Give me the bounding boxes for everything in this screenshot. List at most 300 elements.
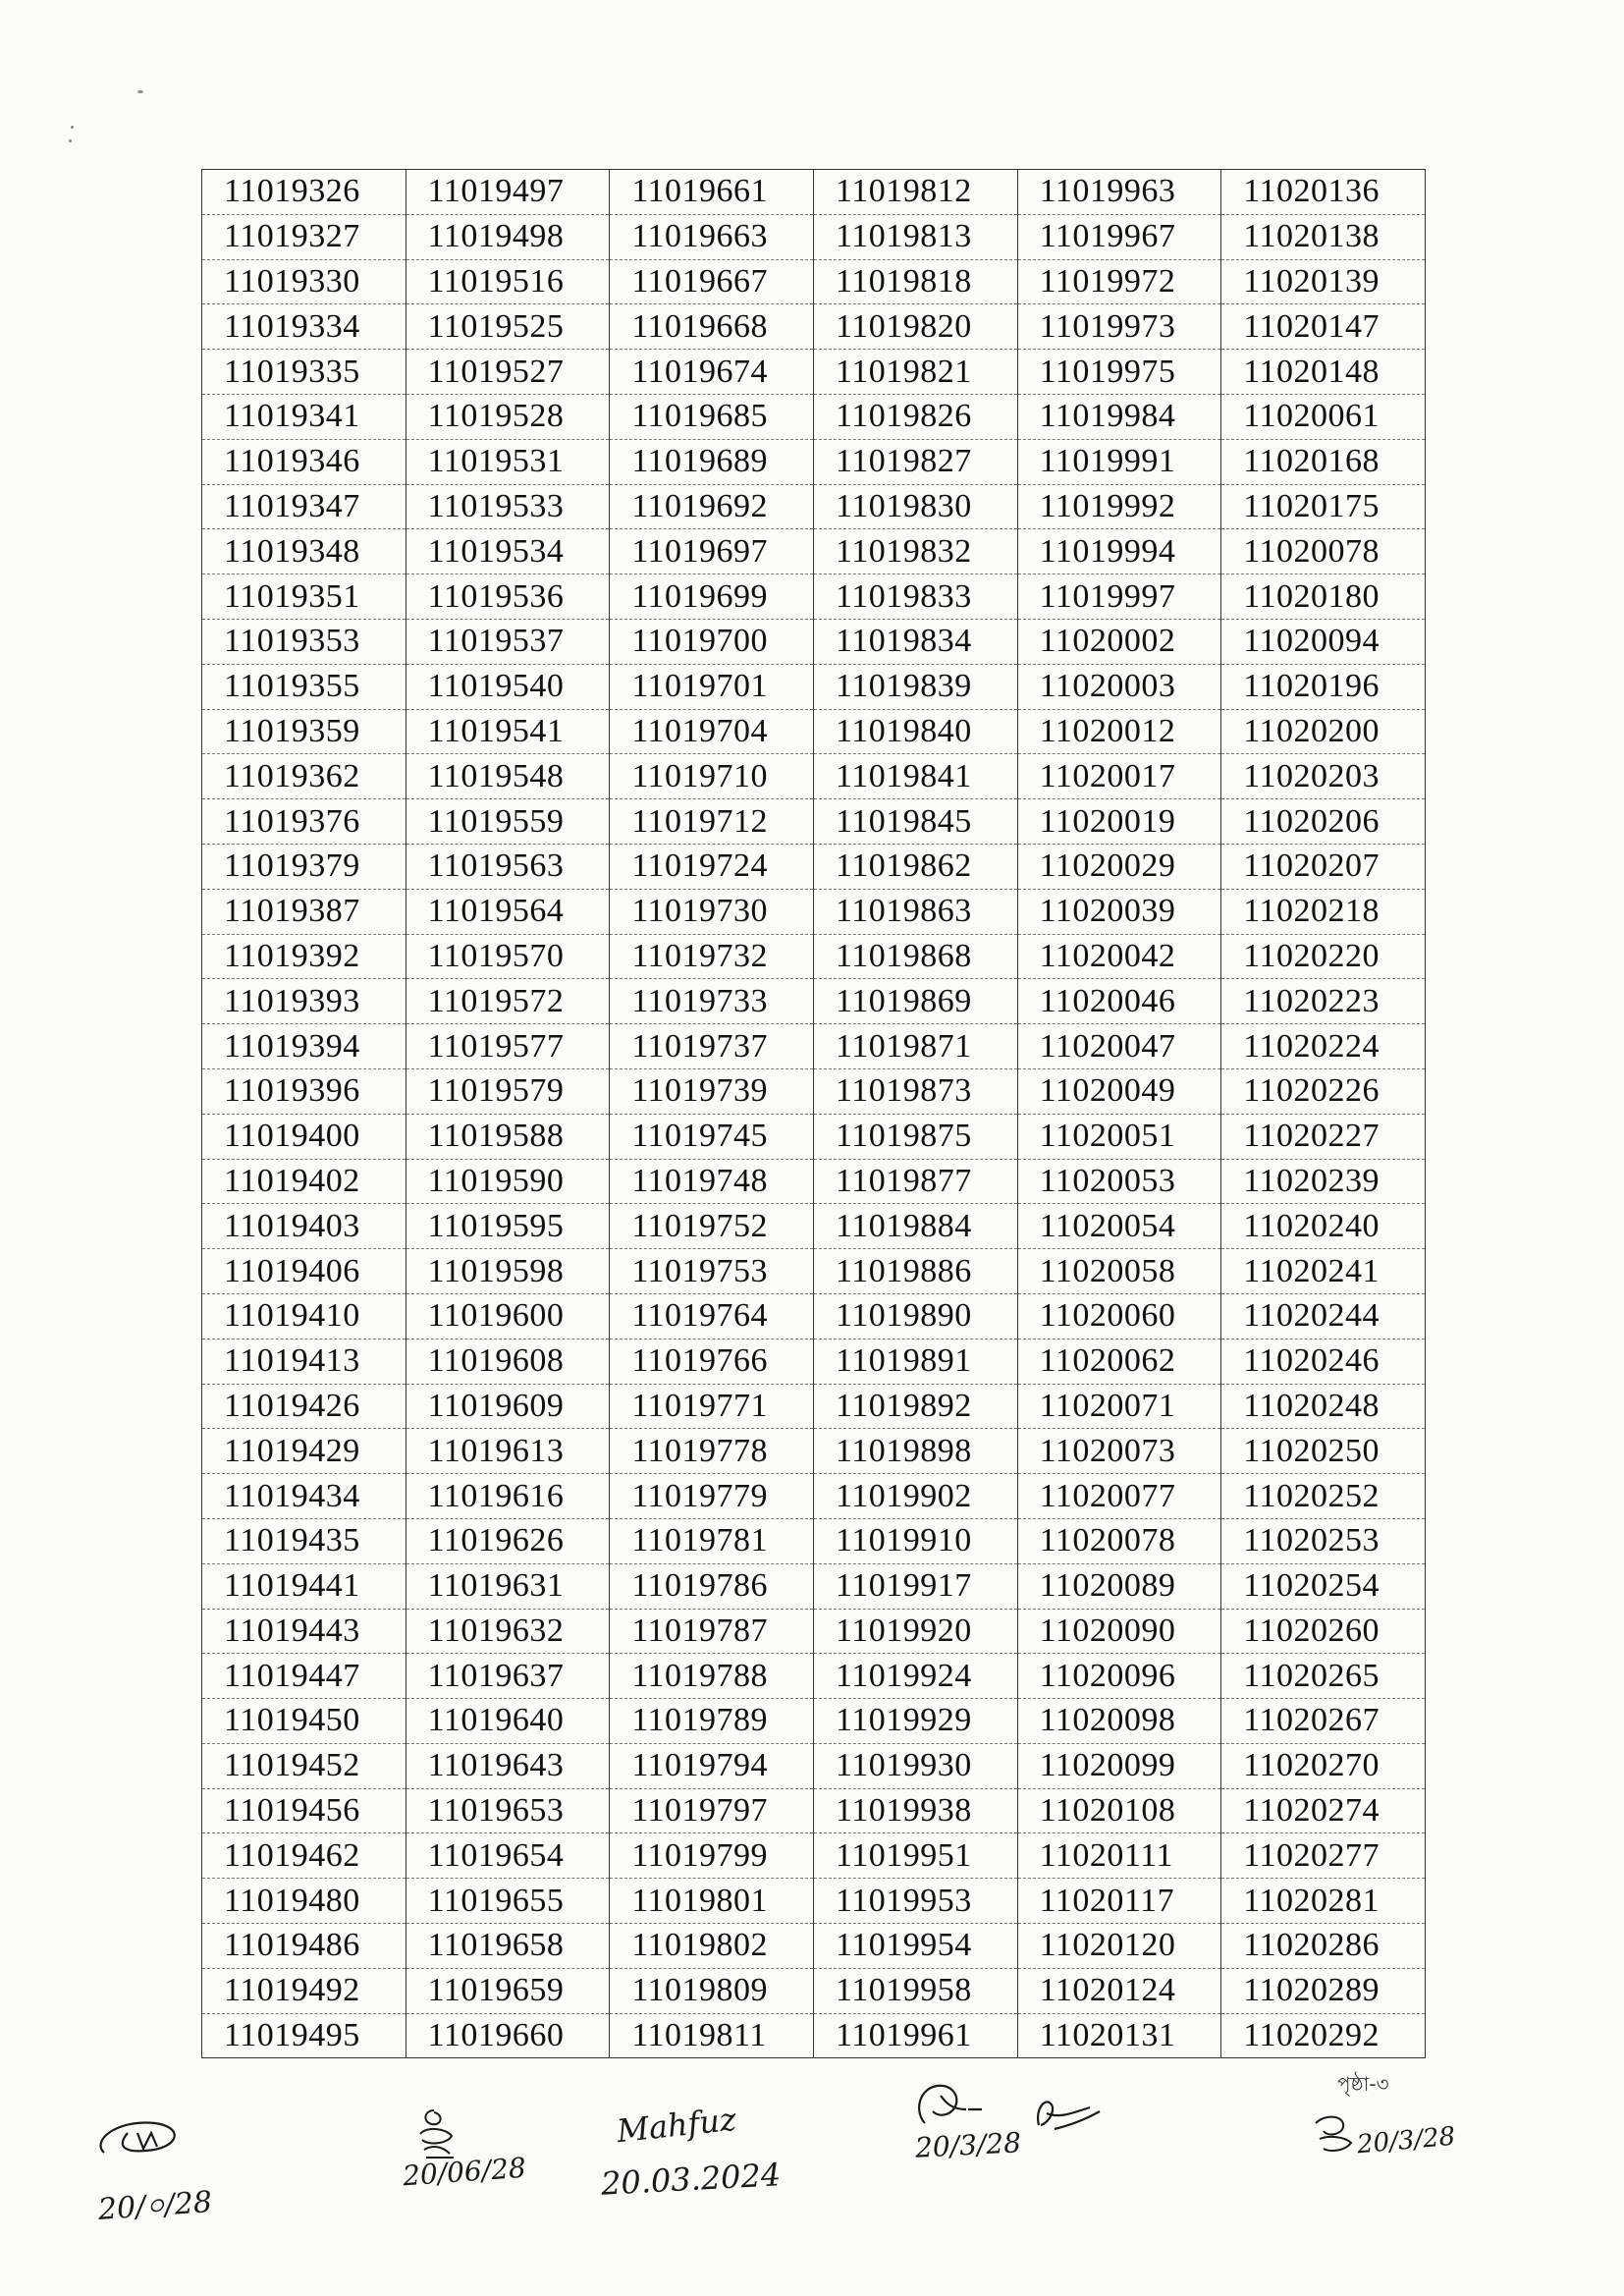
roll-number-cell: 11019801 [610,1879,814,1924]
roll-number-cell: 11019394 [202,1024,406,1069]
roll-number-cell: 11019353 [202,619,406,664]
roll-number-cell: 11020078 [1017,1518,1221,1563]
roll-number-cell: 11020277 [1221,1833,1426,1879]
roll-number-cell: 11019929 [813,1699,1017,1744]
roll-number-cell: 11019809 [610,1968,814,2013]
roll-number-cell: 11019531 [406,439,610,484]
roll-number-cell: 11020180 [1221,574,1426,620]
table-row [202,1654,1426,1699]
roll-number-cell: 11019600 [406,1293,610,1339]
roll-number-cell: 11019406 [202,1249,406,1294]
roll-number-cell: 11019403 [202,1204,406,1249]
scan-speck [137,90,143,93]
roll-number-cell: 11019537 [406,619,610,664]
roll-number-cell: 11019661 [610,170,814,215]
table-row [202,664,1426,709]
roll-number-cell: 11019884 [813,1204,1017,1249]
roll-number-cell: 11020073 [1017,1429,1221,1474]
roll-number-cell: 11020270 [1221,1743,1426,1788]
signature-5 [1031,2090,1110,2139]
table-row [202,1429,1426,1474]
roll-number-cell: 11019443 [202,1609,406,1654]
roll-number-cell: 11019626 [406,1518,610,1563]
roll-number-cell: 11019536 [406,574,610,620]
table-row [202,1474,1426,1519]
roll-number-cell: 11020227 [1221,1114,1426,1159]
roll-number-cell: 11020281 [1221,1879,1426,1924]
signature-3-date: 20.03.2024 [600,2156,783,2203]
table-row [202,1114,1426,1159]
roll-number-cell: 11019967 [1017,214,1221,259]
roll-number-cell: 11019869 [813,979,1017,1024]
table-row [202,1159,1426,1204]
roll-number-cell: 11019794 [610,1743,814,1788]
roll-number-cell: 11019533 [406,484,610,529]
roll-number-cell: 11019892 [813,1384,1017,1429]
roll-number-cell: 11019771 [610,1384,814,1429]
roll-number-cell: 11019799 [610,1833,814,1879]
roll-number-cell: 11019492 [202,1968,406,2013]
roll-number-cell: 11019498 [406,214,610,259]
roll-number-cell: 11019326 [202,170,406,215]
roll-number-cell: 11020053 [1017,1159,1221,1204]
roll-number-cell: 11020094 [1221,619,1426,664]
roll-number-cell: 11019660 [406,2013,610,2058]
roll-number-cell: 11019413 [202,1339,406,1384]
table-row [202,304,1426,350]
table-row [202,934,1426,979]
roll-number-cell: 11020223 [1221,979,1426,1024]
roll-number-cell: 11020077 [1017,1474,1221,1519]
roll-number-cell: 11020111 [1017,1833,1221,1879]
roll-number-cell: 11020139 [1221,259,1426,304]
roll-number-cell: 11020054 [1017,1204,1221,1249]
roll-number-cell: 11020289 [1221,1968,1426,2013]
page-number: পৃষ্ঠা-৩ [1337,2072,1389,2096]
roll-number-cell: 11019402 [202,1159,406,1204]
table-row [202,619,1426,664]
roll-number-cell: 11019745 [610,1114,814,1159]
roll-number-cell: 11020147 [1221,304,1426,350]
roll-number-cell: 11020206 [1221,799,1426,845]
roll-number-cell: 11020226 [1221,1068,1426,1114]
roll-number-cell: 11019834 [813,619,1017,664]
roll-number-cell: 11019898 [813,1429,1017,1474]
roll-number-cell: 11019441 [202,1563,406,1609]
roll-number-cell: 11019355 [202,664,406,709]
roll-number-cell: 11019435 [202,1518,406,1563]
roll-number-cell: 11020292 [1221,2013,1426,2058]
table-row [202,1204,1426,1249]
roll-number-cell: 11020200 [1221,709,1426,754]
roll-number-cell: 11019972 [1017,259,1221,304]
roll-number-cell: 11020239 [1221,1159,1426,1204]
roll-number-cell: 11019961 [813,2013,1017,2058]
roll-number-cell: 11019334 [202,304,406,350]
roll-number-cell: 11019954 [813,1924,1017,1969]
roll-number-cell: 11019668 [610,304,814,350]
roll-number-cell: 11020019 [1017,799,1221,845]
roll-number-cell: 11020017 [1017,754,1221,799]
roll-number-cell: 11019654 [406,1833,610,1879]
roll-number-cell: 11019643 [406,1743,610,1788]
roll-number-cell: 11020241 [1221,1249,1426,1294]
roll-number-cell: 11020099 [1017,1743,1221,1788]
roll-number-cell: 11019820 [813,304,1017,350]
table-row [202,889,1426,934]
roll-number-cell: 11020175 [1221,484,1426,529]
table-row [202,1609,1426,1654]
roll-number-cell: 11019534 [406,529,610,574]
table-row [202,754,1426,799]
roll-number-cell: 11019692 [610,484,814,529]
roll-number-cell: 11019631 [406,1563,610,1609]
roll-number-cell: 11019637 [406,1654,610,1699]
roll-number-cell: 11019704 [610,709,814,754]
table-row [202,799,1426,845]
roll-number-cell: 11019613 [406,1429,610,1474]
roll-number-cell: 11020012 [1017,709,1221,754]
roll-number-cell: 11019802 [610,1924,814,1969]
roll-number-cell: 11020002 [1017,619,1221,664]
roll-number-cell: 11019813 [813,214,1017,259]
roll-number-cell: 11019826 [813,394,1017,439]
roll-number-cell: 11019396 [202,1068,406,1114]
roll-number-cell: 11019590 [406,1159,610,1204]
roll-number-cell: 11019663 [610,214,814,259]
roll-number-cell: 11019766 [610,1339,814,1384]
roll-number-cell: 11019845 [813,799,1017,845]
roll-number-cell: 11019875 [813,1114,1017,1159]
roll-number-cell: 11019674 [610,350,814,395]
roll-number-cell: 11020250 [1221,1429,1426,1474]
roll-number-cell: 11019724 [610,844,814,889]
roll-number-cell: 11019608 [406,1339,610,1384]
roll-number-cell: 11019335 [202,350,406,395]
roll-number-cell: 11020286 [1221,1924,1426,1969]
roll-number-cell: 11019330 [202,259,406,304]
roll-number-cell: 11019563 [406,844,610,889]
roll-number-cell: 11019426 [202,1384,406,1429]
roll-number-cell: 11019658 [406,1924,610,1969]
roll-number-cell: 11020254 [1221,1563,1426,1609]
roll-number-cell: 11019595 [406,1204,610,1249]
roll-number-cell: 11019387 [202,889,406,934]
roll-number-cell: 11019733 [610,979,814,1024]
roll-number-cell: 11019392 [202,934,406,979]
roll-number-cell: 11019346 [202,439,406,484]
signature-1 [86,2111,244,2165]
roll-number-cell: 11020096 [1017,1654,1221,1699]
roll-number-cell: 11020265 [1221,1654,1426,1699]
roll-number-cell: 11019832 [813,529,1017,574]
roll-number-cell: 11019609 [406,1384,610,1429]
roll-number-cell: 11019739 [610,1068,814,1114]
roll-number-cell: 11019953 [813,1879,1017,1924]
roll-number-cell: 11020240 [1221,1204,1426,1249]
roll-number-cell: 11019497 [406,170,610,215]
table-row [202,529,1426,574]
roll-number-cell: 11019732 [610,934,814,979]
roll-number-cell: 11019456 [202,1788,406,1833]
roll-number-cell: 11019748 [610,1159,814,1204]
scan-speck [69,139,72,142]
roll-number-cell: 11019447 [202,1654,406,1699]
signature-1-date: 20/০/28 [96,2184,214,2228]
roll-number-cell: 11019598 [406,1249,610,1294]
roll-number-cell: 11019667 [610,259,814,304]
roll-number-cell: 11019410 [202,1293,406,1339]
roll-number-cell: 11019958 [813,1968,1017,2013]
signature-2-date: 20/06/28 [402,2151,527,2193]
roll-number-cell: 11019516 [406,259,610,304]
roll-number-cell: 11019495 [202,2013,406,2058]
roll-number-cell: 11019737 [610,1024,814,1069]
roll-number-cell: 11019902 [813,1474,1017,1519]
roll-number-cell: 11020246 [1221,1339,1426,1384]
roll-number-cell: 11019930 [813,1743,1017,1788]
table-row [202,1293,1426,1339]
table-row [202,1384,1426,1429]
roll-number-cell: 11020136 [1221,170,1426,215]
roll-number-cell: 11020049 [1017,1068,1221,1114]
roll-number-cell: 11020253 [1221,1518,1426,1563]
roll-number-cell: 11020046 [1017,979,1221,1024]
roll-number-cell: 11019910 [813,1518,1017,1563]
signature-6-date: 20/3/28 [1355,2121,1457,2160]
roll-number-cell: 11020224 [1221,1024,1426,1069]
roll-number-cell: 11019994 [1017,529,1221,574]
table-row [202,484,1426,529]
roll-number-cell: 11020039 [1017,889,1221,934]
roll-number-cell: 11019862 [813,844,1017,889]
roll-number-cell: 11019797 [610,1788,814,1833]
roll-number-cell: 11019347 [202,484,406,529]
table-row [202,1518,1426,1563]
table-row [202,1068,1426,1114]
roll-number-cell: 11020131 [1017,2013,1221,2058]
roll-number-cell: 11019938 [813,1788,1017,1833]
roll-number-cell: 11020062 [1017,1339,1221,1384]
roll-number-cell: 11019920 [813,1609,1017,1654]
roll-number-cell: 11019891 [813,1339,1017,1384]
roll-number-cell: 11020042 [1017,934,1221,979]
roll-number-cell: 11019868 [813,934,1017,979]
roll-number-cell: 11019789 [610,1699,814,1744]
table-row [202,1833,1426,1879]
table-row [202,170,1426,215]
roll-number-cell: 11020071 [1017,1384,1221,1429]
table-row [202,1879,1426,1924]
roll-number-cell: 11020124 [1017,1968,1221,2013]
roll-number-cell: 11019730 [610,889,814,934]
roll-number-cell: 11019890 [813,1293,1017,1339]
signature-1-mark [86,2111,244,2165]
roll-number-cell: 11020003 [1017,664,1221,709]
roll-number-cell: 11019659 [406,1968,610,2013]
roll-number-cell: 11019863 [813,889,1017,934]
roll-number-cell: 11019540 [406,664,610,709]
signature-4-date: 20/3/28 [914,2126,1022,2164]
roll-number-cell: 11019527 [406,350,610,395]
scan-speck [71,126,74,129]
roll-number-cell: 11019764 [610,1293,814,1339]
roll-number-cell: 11019840 [813,709,1017,754]
roll-number-cell: 11019701 [610,664,814,709]
roll-number-cell: 11020029 [1017,844,1221,889]
roll-number-cell: 11019393 [202,979,406,1024]
roll-number-cell: 11019362 [202,754,406,799]
roll-number-cell: 11019871 [813,1024,1017,1069]
roll-number-cell: 11019781 [610,1518,814,1563]
roll-number-cell: 11020060 [1017,1293,1221,1339]
table-row [202,844,1426,889]
roll-number-cell: 11020061 [1221,394,1426,439]
table-row [202,1968,1426,2013]
roll-number-cell: 11019975 [1017,350,1221,395]
signature-5-mark [1031,2090,1110,2139]
roll-number-cell: 11019924 [813,1654,1017,1699]
table-row [202,214,1426,259]
table-row [202,574,1426,620]
roll-number-cell: 11020098 [1017,1699,1221,1744]
roll-number-cell: 11019699 [610,574,814,620]
roll-number-cell: 11019710 [610,754,814,799]
roll-number-cell: 11020274 [1221,1788,1426,1833]
roll-number-cell: 11019541 [406,709,610,754]
roll-number-cell: 11019579 [406,1068,610,1114]
table-row [202,1024,1426,1069]
roll-number-cell: 11019786 [610,1563,814,1609]
roll-number-table [201,169,1426,2058]
roll-number-cell: 11019689 [610,439,814,484]
table-row [202,394,1426,439]
roll-number-cell: 11019525 [406,304,610,350]
roll-number-cell: 11019821 [813,350,1017,395]
roll-number-cell: 11020168 [1221,439,1426,484]
roll-number-cell: 11020058 [1017,1249,1221,1294]
roll-number-cell: 11020120 [1017,1924,1221,1969]
roll-number-cell: 11019787 [610,1609,814,1654]
roll-number-cell: 11019752 [610,1204,814,1249]
roll-number-cell: 11020207 [1221,844,1426,889]
roll-number-cell: 11020267 [1221,1699,1426,1744]
roll-number-cell: 11019359 [202,709,406,754]
roll-number-cell: 11019486 [202,1924,406,1969]
roll-number-cell: 11019700 [610,619,814,664]
roll-number-cell: 11020089 [1017,1563,1221,1609]
roll-number-cell: 11020203 [1221,754,1426,799]
roll-number-cell: 11020078 [1221,529,1426,574]
roll-number-cell: 11020218 [1221,889,1426,934]
roll-number-cell: 11020051 [1017,1114,1221,1159]
roll-number-cell: 11019841 [813,754,1017,799]
roll-number-cell: 11019779 [610,1474,814,1519]
roll-number-cell: 11019341 [202,394,406,439]
roll-number-cell: 11020148 [1221,350,1426,395]
roll-number-cell: 11019778 [610,1429,814,1474]
roll-number-cell: 11019873 [813,1068,1017,1114]
table-row [202,259,1426,304]
roll-number-cell: 11019984 [1017,394,1221,439]
roll-number-cell: 11019653 [406,1788,610,1833]
roll-number-cell: 11019997 [1017,574,1221,620]
roll-number-cell: 11019450 [202,1699,406,1744]
roll-number-cell: 11019788 [610,1654,814,1699]
roll-number-cell: 11019348 [202,529,406,574]
roll-number-cell: 11020108 [1017,1788,1221,1833]
roll-number-cell: 11019812 [813,170,1017,215]
roll-number-cell: 11019827 [813,439,1017,484]
roll-number-cell: 11019991 [1017,439,1221,484]
roll-number-cell: 11019886 [813,1249,1017,1294]
signature-3-name: Mahfuz [615,2100,738,2151]
roll-number-cell: 11020260 [1221,1609,1426,1654]
roll-number-cell: 11019992 [1017,484,1221,529]
roll-number-cell: 11019351 [202,574,406,620]
roll-number-cell: 11019480 [202,1879,406,1924]
roll-number-cell: 11019640 [406,1699,610,1744]
roll-number-cell: 11019697 [610,529,814,574]
table-row [202,1699,1426,1744]
table-row [202,1563,1426,1609]
roll-number-cell: 11019963 [1017,170,1221,215]
roll-number-cell: 11020248 [1221,1384,1426,1429]
roll-number-cell: 11019839 [813,664,1017,709]
roll-number-cell: 11020138 [1221,214,1426,259]
roll-number-cell: 11019632 [406,1609,610,1654]
roll-number-cell: 11020244 [1221,1293,1426,1339]
roll-number-cell: 11019462 [202,1833,406,1879]
roll-number-cell: 11019712 [610,799,814,845]
roll-number-cell: 11019327 [202,214,406,259]
table-row [202,350,1426,395]
roll-number-cell: 11019452 [202,1743,406,1788]
roll-number-cell: 11020252 [1221,1474,1426,1519]
table-row [202,709,1426,754]
roll-number-cell: 11019570 [406,934,610,979]
roll-number-cell: 11019753 [610,1249,814,1294]
roll-number-cell: 11019951 [813,1833,1017,1879]
roll-number-cell: 11019564 [406,889,610,934]
roll-number-cell: 11019572 [406,979,610,1024]
roll-number-cell: 11020090 [1017,1609,1221,1654]
roll-number-cell: 11019973 [1017,304,1221,350]
roll-number-cell: 11019833 [813,574,1017,620]
roll-number-cell: 11019376 [202,799,406,845]
roll-number-cell: 11020117 [1017,1879,1221,1924]
roll-number-cell: 11019685 [610,394,814,439]
roll-number-cell: 11020220 [1221,934,1426,979]
roll-number-cell: 11019577 [406,1024,610,1069]
roll-number-cell: 11019818 [813,259,1017,304]
table-row [202,1339,1426,1384]
roll-number-cell: 11019400 [202,1114,406,1159]
roll-number-cell: 11019588 [406,1114,610,1159]
roll-number-cell: 11019616 [406,1474,610,1519]
table-row [202,1249,1426,1294]
roll-number-cell: 11019655 [406,1879,610,1924]
roll-number-cell: 11019811 [610,2013,814,2058]
roll-number-cell: 11019830 [813,484,1017,529]
table-row [202,1743,1426,1788]
roll-number-cell: 11019917 [813,1563,1017,1609]
table-row [202,439,1426,484]
roll-number-cell: 11020047 [1017,1024,1221,1069]
roll-number-cell: 11019379 [202,844,406,889]
roll-number-cell: 11019559 [406,799,610,845]
table-row [202,2013,1426,2058]
